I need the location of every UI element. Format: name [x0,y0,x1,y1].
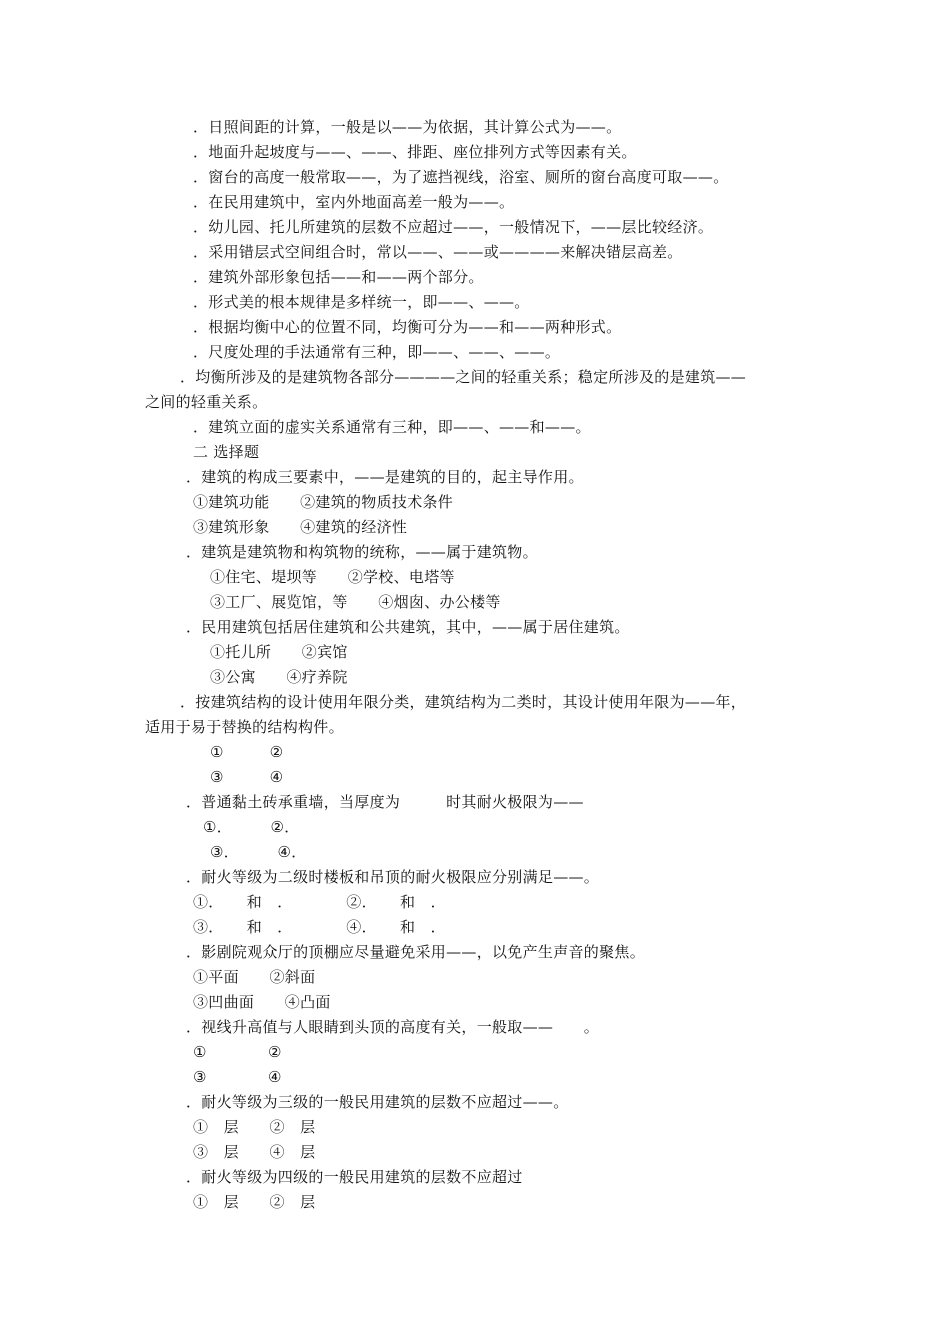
question-options: ① 层 ② 层 [193,1118,316,1136]
question-options: ①托儿所 ②宾馆 [210,643,348,661]
question-stem: ．民用建筑包括居住建筑和公共建筑，其中，——属于居住建筑。 [186,618,630,636]
question-stem: ．视线升高值与人眼睛到头顶的高度有关，一般取—— 。 [186,1018,600,1036]
question-options: ③ ④ [193,1068,282,1086]
question-options: ③凹曲面 ④凸面 [193,993,331,1011]
fill-in-item: ．日照间距的计算，一般是以——为依据，其计算公式为——。 [193,118,622,136]
question-options: ③建筑形象 ④建筑的经济性 [193,518,408,536]
fill-in-item: ．窗台的高度一般常取——，为了遮挡视线，浴室、厕所的窗台高度可取——。 [193,168,729,186]
question-stem: ．耐火等级为三级的一般民用建筑的层数不应超过——。 [186,1093,569,1111]
question-options: ①． 和 ． ②． 和 ． [193,893,446,911]
question-options: ① ② [210,743,284,761]
question-options: ③． 和 ． ④． 和 ． [193,918,446,936]
question-options: ③ ④ [210,768,284,786]
fill-in-item: ．尺度处理的手法通常有三种，即——、——、——。 [193,343,561,361]
question-stem: ．建筑的构成三要素中，——是建筑的目的，起主导作用。 [186,468,584,486]
question-stem: ．按建筑结构的设计使用年限分类，建筑结构为二类时，其设计使用年限为——年， [180,693,747,711]
question-options: ①平面 ②斜面 [193,968,316,986]
question-stem: ．影剧院观众厅的顶棚应尽量避免采用——，以免产生声音的聚焦。 [186,943,646,961]
question-options: ①建筑功能 ②建筑的物质技术条件 [193,493,454,511]
question-options: ③工厂、展览馆，等 ④烟囱、办公楼等 [210,593,501,611]
fill-in-item: ．建筑立面的虚实关系通常有三种，即——、——和——。 [193,418,591,436]
question-options: ③． ④． [210,843,307,861]
fill-in-item: ．建筑外部形象包括——和——两个部分。 [193,268,484,286]
fill-in-item: ．幼儿园、托儿所建筑的层数不应超过——，一般情况下，——层比较经济。 [193,218,714,236]
fill-in-item: ．采用错层式空间组合时，常以——、——或————来解决错层高差。 [193,243,683,261]
question-options: ③公寓 ④疗养院 [210,668,348,686]
fill-in-item: ．地面升起坡度与——、——、排距、座位排列方式等因素有关。 [193,143,637,161]
question-stem: ．耐火等级为二级时楼板和吊顶的耐火极限应分别满足——。 [186,868,600,886]
fill-in-item: ．在民用建筑中，室内外地面高差一般为——。 [193,193,515,211]
question-options: ③ 层 ④ 层 [193,1143,316,1161]
fill-in-item: ．均衡所涉及的是建筑物各部分————之间的轻重关系；稳定所涉及的是建筑—— [180,368,747,386]
question-stem-continuation: 适用于易于替换的结构构件。 [145,718,344,736]
question-options: ①． ②． [203,818,300,836]
question-stem: ．耐火等级为四级的一般民用建筑的层数不应超过 [186,1168,523,1186]
section-title: 二 选择题 [193,443,260,461]
question-stem: ．建筑是建筑物和构筑物的统称，——属于建筑物。 [186,543,538,561]
question-options: ① ② [193,1043,282,1061]
question-options: ① 层 ② 层 [193,1193,316,1211]
question-stem: ．普通黏土砖承重墙，当厚度为 时其耐火极限为—— [186,793,584,811]
fill-in-item: ．根据均衡中心的位置不同，均衡可分为——和——两种形式。 [193,318,622,336]
fill-in-item: ．形式美的根本规律是多样统一，即——、——。 [193,293,530,311]
question-options: ①住宅、堤坝等 ②学校、电塔等 [210,568,455,586]
fill-in-item-continuation: 之间的轻重关系。 [145,393,268,411]
